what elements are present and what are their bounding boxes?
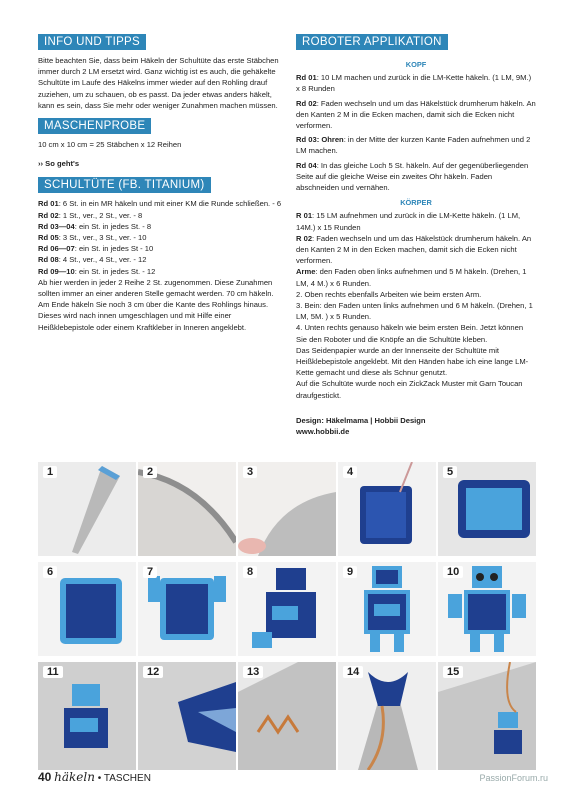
robot-header: ROBOTER APPLIKATION — [296, 34, 448, 50]
cone-rows — [38, 198, 286, 276]
row-item: Rd 05: 3 St., ver., 3 St., ver. - 10 — [38, 233, 147, 243]
step-photo: 7 — [138, 562, 236, 656]
watermark: PassionForum.ru — [479, 773, 548, 783]
row-item: Rd 08: 4 St., ver., 4 St., ver. - 12 — [38, 255, 147, 265]
info-header: INFO UND TIPPS — [38, 34, 146, 50]
step-photo: 3 — [238, 462, 336, 556]
step-photo: 13 — [238, 662, 336, 770]
page-number: 40 — [38, 770, 52, 784]
row-item: Das Seidenpapier wurde an der Innenseite der Schultüte mit Heißklebepistole angeklebt. Mit den Händen habe ich eine lange LM-Kette gemacht und diese als Schnur genutzt. — [296, 345, 529, 378]
step-photo: 14 — [338, 662, 436, 770]
separator: • — [97, 773, 102, 784]
row-item: Rd 04: In das gleiche Loch 5 St. häkeln. Auf der gegenüberliegenden Seite auf die gleiche Weise ein zweites Ohr häkeln. Faden abschneiden und vernähen. — [296, 160, 529, 193]
section-name: TASCHEN — [103, 773, 151, 784]
head-subheading: KOPF — [405, 60, 427, 69]
info-text: Bitte beachten Sie, dass beim Häkeln der Schultüte das erste Stäbchen immer durch 2 LM ersetzt wird. Ganz wichtig ist es auch, die gehäkelte Schultüte im Laufe des Häkelns immer wieder auf den Rohling drauf zuziehen, um zu schauen, ob es passt. Da jeder etwas anders häkelt, kann es sein, dass Sie mehr oder weniger Zunahmen machen müssen. — [38, 56, 279, 110]
right-column — [296, 34, 536, 437]
step-photo: 4 — [338, 462, 436, 556]
row-item: Rd 09—10: ein St. in jedes St. - 12 — [38, 266, 156, 276]
step-photo: 2 — [138, 462, 236, 556]
step-photo: 15 — [438, 662, 536, 770]
website-link[interactable]: www.hobbii.de — [296, 427, 350, 437]
row-item: Auf die Schultüte wurde noch ein ZickZack Muster mit Garn Toucan draufgestickt. — [296, 379, 523, 400]
cone-header: SCHULTÜTE (FB. TITANIUM) — [38, 177, 211, 193]
row-item: R 02: Faden wechseln und um das Häkelstück drumherum häkeln. An den Kanten 2 M in den Ecken machen, damit sich die Ecken nicht verformen. — [296, 233, 532, 266]
row-item: Rd 03: Ohren: in der Mitte der kurzen Kante Faden aufnehmen und 2 LM machen. — [296, 135, 531, 156]
cone-text: Ab hier werden in jeder 2 Reihe 2 St. zugenommen. Diese Zunahmen sollten immer an einer anderen Stelle gemacht werden. 70 cm häkeln. Am Ende häkeln Sie noch 3 cm über die Kante des Rohlings hinaus. Dieses wird nach innen umgeschlagen und mit Hilfe einer Heißklebepistole oder einem Kraftkleber in Inneren angeklebt. — [38, 277, 274, 332]
step-photo: 5 — [438, 462, 536, 556]
row-item: Arme: den Faden oben links aufnehmen und 5 M häkeln. (Drehen, 1 LM, 4 M.) x 6 Runden. — [296, 267, 527, 288]
step-photo: 1 — [38, 462, 136, 556]
step-photo: 9 — [338, 562, 436, 656]
brand-logo: häkeln — [54, 770, 95, 784]
row-item: Rd 01: 10 LM machen und zurück in die LM-Kette häkeln. (1 LM, 9M.) x 8 Runden — [296, 73, 532, 94]
row-item: Rd 01: 6 St. in ein MR häkeln und mit einer KM die Runde schließen. - 6 — [38, 199, 282, 209]
body-subheading: KÖRPER — [400, 198, 432, 208]
gauge-header: MASCHENPROBE — [38, 118, 151, 134]
step-photo: 11 — [38, 662, 136, 770]
gauge-text: 10 cm x 10 cm = 25 Stäbchen x 12 Reihen — [38, 140, 182, 150]
row-item: 4. Unten rechts genauso häkeln wie beim ersten Bein. Jetzt können Sie den Roboter und die Knöpfe an die Schultüte kleben. — [296, 323, 524, 344]
step-photo: 8 — [238, 562, 336, 656]
row-item: 3. Bein: den Faden unten links aufnehmen und 6 M häkeln. (Drehen, 1 LM, 5M. ) x 5 Runden. — [296, 301, 533, 322]
step-photo: 12 — [138, 662, 236, 770]
design-credit: Design: Häkelmama | Hobbii Design — [296, 415, 426, 425]
row-item: Rd 02: 1 St., ver., 2 St., ver. - 8 — [38, 210, 143, 220]
page-footer — [38, 770, 151, 784]
row-item: Rd 06—07: ein St. in jedes St - 10 — [38, 244, 154, 254]
row-item: R 01: 15 LM aufnehmen und zurück in die LM-Kette häkeln. (1 LM, 14M.) x 15 Runden — [296, 211, 521, 232]
row-item: 2. Oben rechts ebenfalls Arbeiten wie beim ersten Arm. — [296, 289, 482, 299]
row-item: Rd 03—04: ein St. in jedes St. - 8 — [38, 221, 152, 231]
step-photo: 6 — [38, 562, 136, 656]
so-gehts: ›› So geht's — [38, 159, 80, 169]
row-item: Rd 02: Faden wechseln und um das Häkelstück drumherum häkeln. An den Kanten 2 M in die Ecken machen, damit sich die Ecken nicht verformen. — [296, 98, 536, 131]
left-column — [38, 34, 286, 336]
step-photo: 10 — [438, 562, 536, 656]
